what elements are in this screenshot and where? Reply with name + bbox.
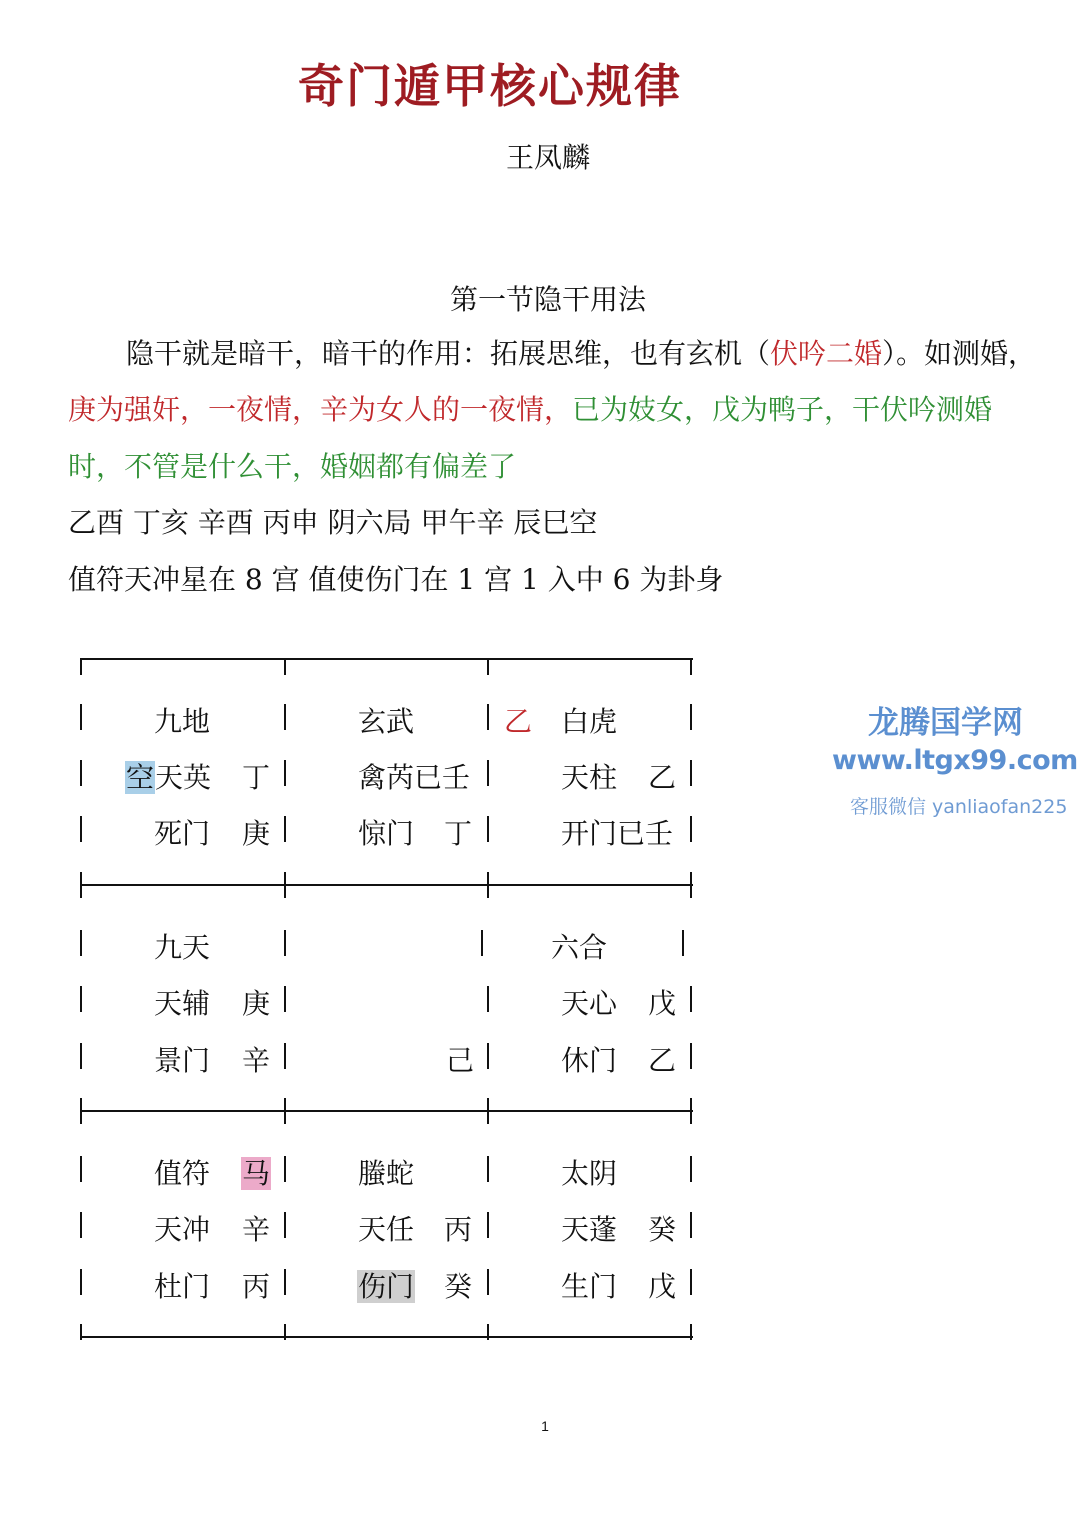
watermark-site-name: 龙腾国学网	[868, 705, 1023, 741]
grid-tick	[487, 659, 489, 675]
cell-stem: 乙	[648, 761, 677, 794]
cell-stem: 辛	[242, 1213, 271, 1246]
grid-bar	[487, 760, 489, 786]
grid-tick	[284, 872, 286, 898]
grid-bar	[80, 1043, 82, 1069]
horse-marker: 马	[242, 1157, 271, 1190]
text-segment: ）。如测婚，	[882, 337, 1037, 370]
cell-star: 天柱	[561, 761, 618, 794]
cell-deity: 螣蛇	[358, 1157, 415, 1190]
author-name: 王凤麟	[505, 141, 590, 174]
grid-bar	[487, 1269, 489, 1295]
grid-tick	[80, 659, 82, 675]
grid-tick	[690, 1098, 692, 1124]
grid-bar	[682, 930, 684, 956]
grid-line	[80, 1110, 693, 1112]
grid-bar	[487, 986, 489, 1012]
grid-tick	[690, 1324, 692, 1340]
cell-star: 禽芮已壬	[358, 761, 471, 794]
cell-center-stem: 己	[446, 1044, 475, 1077]
page-number: 1	[541, 1418, 549, 1434]
cell-deity: 白虎	[561, 705, 618, 738]
grid-bar	[690, 704, 692, 730]
cell-stem: 丙	[242, 1270, 271, 1303]
cell-deity: 值符	[154, 1157, 211, 1190]
cell-stem: 庚	[242, 817, 271, 850]
grid-tick	[284, 659, 286, 675]
grid-bar	[284, 930, 286, 956]
grid-bar	[284, 760, 286, 786]
paragraph-line-3: 时，不管是什么干，婚姻都有偏差了	[68, 450, 517, 483]
watermark-url: www.ltgx99.com	[832, 745, 1078, 776]
grid-bar	[284, 704, 286, 730]
grid-bar	[284, 816, 286, 842]
section-heading: 第一节隐干用法	[449, 283, 646, 316]
cell-stem: 戊	[648, 987, 677, 1020]
chart-duty-line: 值符天冲星在 8 宫 值使伤门在 1 宫 1 入中 6 为卦身	[68, 563, 724, 596]
grid-tick	[487, 1098, 489, 1124]
grid-bar	[487, 1043, 489, 1069]
grid-bar	[487, 1156, 489, 1182]
cell-deity: 九天	[154, 931, 211, 964]
star-name: 天英	[155, 761, 212, 794]
cell-gate: 休门	[561, 1044, 618, 1077]
cell-stem: 癸	[648, 1213, 677, 1246]
grid-bar	[690, 816, 692, 842]
cell-deity: 太阴	[561, 1157, 618, 1190]
document-title: 奇门遁甲核心规律	[298, 59, 682, 113]
cell-horse-marker	[241, 1152, 271, 1192]
highlight-red-text: 庚为强奸，一夜情，辛为女人的一夜情，	[68, 393, 573, 426]
grid-bar	[481, 930, 483, 956]
cell-stem: 戊	[648, 1270, 677, 1303]
grid-line	[80, 884, 693, 886]
grid-bar	[80, 930, 82, 956]
cell-star	[125, 756, 211, 796]
cell-gate: 生门	[561, 1270, 618, 1303]
cell-gate: 杜门	[154, 1270, 211, 1303]
cell-stem: 庚	[242, 987, 271, 1020]
cell-gate: 死门	[154, 817, 211, 850]
cell-stem: 辛	[242, 1044, 271, 1077]
grid-bar	[80, 1156, 82, 1182]
grid-bar	[80, 816, 82, 842]
grid-bar	[690, 1269, 692, 1295]
cell-gate: 景门	[154, 1044, 211, 1077]
grid-tick	[284, 1324, 286, 1340]
cell-stem: 丙	[444, 1213, 473, 1246]
cell-stem: 丁	[444, 817, 473, 850]
cell-deity: 九地	[154, 705, 211, 738]
cell-deity: 玄武	[358, 705, 415, 738]
cell-gate	[357, 1265, 415, 1305]
highlight-green-text: 已为妓女，戊为鸭子，干伏吟测婚	[572, 393, 993, 426]
grid-line	[80, 658, 693, 660]
grid-bar	[284, 1156, 286, 1182]
cell-star: 天蓬	[561, 1213, 618, 1246]
grid-bar	[80, 1269, 82, 1295]
cell-deity: 六合	[551, 931, 608, 964]
grid-tick	[284, 1098, 286, 1124]
cell-gate: 惊门	[358, 817, 415, 850]
paragraph-line-2	[68, 390, 992, 430]
grid-bar	[690, 1156, 692, 1182]
cell-star: 天任	[358, 1213, 415, 1246]
grid-bar	[284, 986, 286, 1012]
grid-tick	[487, 872, 489, 898]
cell-hidden-stem: 乙	[504, 705, 533, 738]
grid-bar	[690, 760, 692, 786]
grid-bar	[690, 1212, 692, 1238]
cell-star: 天辅	[154, 987, 211, 1020]
cell-stem: 癸	[444, 1270, 473, 1303]
highlight-red-text: 伏吟二婚	[770, 337, 883, 370]
grid-tick	[690, 659, 692, 675]
cell-stem: 丁	[242, 761, 271, 794]
grid-line	[80, 1336, 693, 1338]
grid-bar	[80, 704, 82, 730]
paragraph-line-1	[126, 334, 1036, 374]
duty-gate-marker: 伤门	[358, 1270, 415, 1303]
grid-bar	[690, 1043, 692, 1069]
grid-bar	[80, 986, 82, 1012]
cell-star: 天心	[561, 987, 618, 1020]
grid-tick	[80, 1098, 82, 1124]
cell-stem: 乙	[648, 1044, 677, 1077]
chart-info-line: 乙酉 丁亥 辛酉 丙申 阴六局 甲午辛 辰巳空	[68, 506, 598, 539]
grid-bar	[487, 704, 489, 730]
cell-gate: 开门已壬	[561, 817, 674, 850]
watermark-wechat: 客服微信 yanliaofan225	[850, 796, 1068, 818]
grid-bar	[284, 1269, 286, 1295]
grid-bar	[487, 816, 489, 842]
grid-tick	[80, 872, 82, 898]
grid-bar	[690, 986, 692, 1012]
grid-tick	[487, 1324, 489, 1340]
grid-tick	[80, 1324, 82, 1340]
grid-bar	[80, 1212, 82, 1238]
grid-bar	[284, 1212, 286, 1238]
grid-bar	[284, 1043, 286, 1069]
empty-marker: 空	[126, 761, 155, 794]
text-segment: 隐干就是暗干，暗干的作用：拓展思维，也有玄机（	[126, 337, 771, 370]
grid-bar	[487, 1212, 489, 1238]
cell-star: 天冲	[154, 1213, 211, 1246]
grid-bar	[80, 760, 82, 786]
grid-tick	[690, 872, 692, 898]
